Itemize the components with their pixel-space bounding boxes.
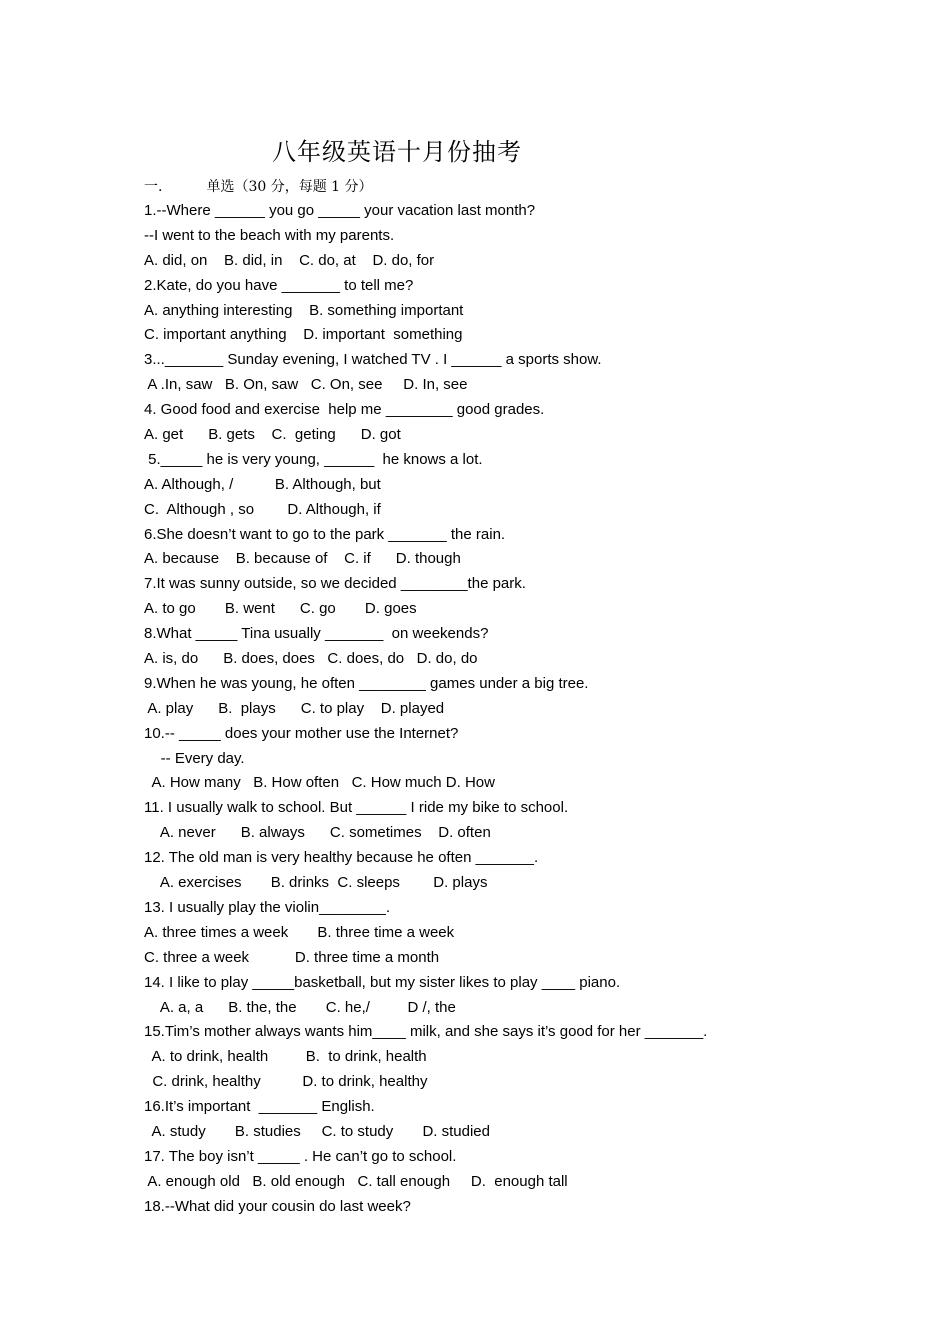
text-line: 17. The boy isn’t _____ . He can’t go to school.	[144, 1147, 457, 1165]
text-line: 12. The old man is very healthy because he often _______.	[144, 849, 539, 867]
text-line: 4. Good food and exercise help me ________ good grades.	[144, 401, 545, 419]
text-line: C. three a week D. three time a month	[144, 948, 440, 966]
text-line: 3..._______ Sunday evening, I watched TV . I ______ a sports show.	[144, 351, 602, 369]
text-line: A. to go B. went C. go D. goes	[144, 600, 417, 618]
text-line: 14. I like to play _____basketball, but my sister likes to play ____ piano.	[144, 973, 621, 991]
text-line: 5._____ he is very young, ______ he knows a lot.	[144, 450, 483, 468]
text-line: 8.What _____ Tina usually _______ on weekends?	[144, 625, 489, 643]
text-line: A. How many B. How often C. How much D. How	[144, 774, 495, 792]
text-line: 9.When he was young, he often ________ games under a big tree.	[144, 674, 589, 692]
text-line: A. Although, / B. Although, but	[144, 475, 381, 493]
question-list	[144, 199, 904, 1220]
section-heading	[144, 176, 373, 196]
text-line: A. is, do B. does, does C. does, do D. do, do	[144, 650, 478, 668]
text-line: 2.Kate, do you have _______ to tell me?	[144, 276, 414, 294]
text-line: 10.-- _____ does your mother use the Internet?	[144, 724, 459, 742]
text-line: 7.It was sunny outside, so we decided ________the park.	[144, 575, 526, 593]
text-line: C. important anything D. important something	[144, 326, 463, 344]
text-line: C. Although , so D. Although, if	[144, 500, 381, 518]
text-line: A. a, a B. the, the C. he,/ D /, the	[144, 998, 456, 1016]
text-line: 18.--What did your cousin do last week?	[144, 1197, 411, 1215]
text-line: A. enough old B. old enough C. tall enough D. enough tall	[144, 1172, 568, 1190]
text-line: A. anything interesting B. something important	[144, 301, 464, 319]
text-line: A. three times a week B. three time a week	[144, 923, 455, 941]
text-line: A. did, on B. did, in C. do, at D. do, for	[144, 251, 435, 269]
section-number: 一.	[144, 179, 163, 195]
text-line: 11. I usually walk to school. But ______ I ride my bike to school.	[144, 799, 569, 817]
text-line: A. to drink, health B. to drink, health	[144, 1048, 427, 1066]
text-line: C. drink, healthy D. to drink, healthy	[144, 1073, 428, 1091]
text-line: A. get B. gets C. geting D. got	[144, 426, 401, 444]
text-line: A. because B. because of C. if D. though	[144, 550, 461, 568]
text-line: 1.--Where ______ you go _____ your vacation last month?	[144, 202, 536, 219]
text-line: 13. I usually play the violin________.	[144, 898, 391, 916]
text-line: 6.She doesn’t want to go to the park _______ the rain.	[144, 525, 506, 543]
text-line: --I went to the beach with my parents.	[144, 226, 395, 244]
text-line: 15.Tim’s mother always wants him____ milk, and she says it’s good for her _______.	[144, 1023, 708, 1041]
text-line: A. play B. plays C. to play D. played	[144, 699, 445, 717]
section-description: 单选（30 分，每题 1 分）	[206, 179, 373, 195]
document-title: 八年级英语十月份抽考	[272, 138, 522, 166]
text-line: A. study B. studies C. to study D. studied	[144, 1122, 490, 1140]
text-line: A. never B. always C. sometimes D. often	[144, 824, 491, 842]
text-line: -- Every day.	[144, 749, 245, 767]
text-line: A. exercises B. drinks C. sleeps D. plays	[144, 874, 488, 892]
text-line: A .In, saw B. On, saw C. On, see D. In, see	[144, 376, 468, 394]
text-line: 16.It’s important _______ English.	[144, 1098, 375, 1116]
